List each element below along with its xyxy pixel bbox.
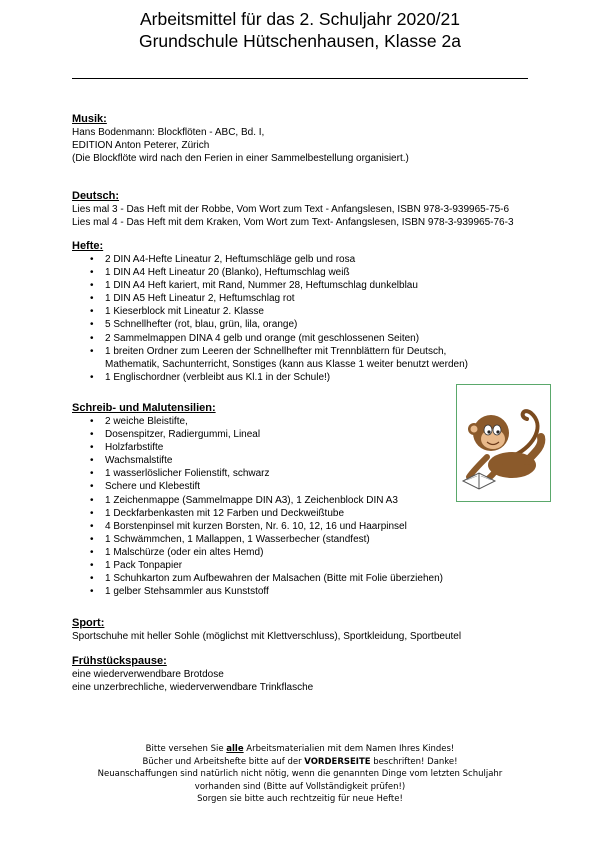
footer-emphasis: alle — [226, 744, 244, 754]
page-title-line2: Grundschule Hütschenhausen, Klasse 2a — [138, 31, 461, 51]
fruehstueck-line: eine wiederverwendbare Brotdose — [72, 669, 224, 680]
list-item: • 1 Schuhkarton zum Aufbewahren der Malsachen (Bitte mit Folie überziehen) — [72, 572, 443, 585]
footer-line: vorhanden sind (Bitte auf Vollständigkeit prüfen!) — [194, 781, 406, 792]
list-item: • 1 Pack Tonpapier — [72, 559, 443, 572]
monkey-illustration-frame — [456, 384, 551, 502]
list-item: • 1 DIN A4 Heft kariert, mit Rand, Nummer 28, Heftumschlag dunkelblau — [72, 279, 446, 292]
list-item: • 2 DIN A4-Hefte Lineatur 2, Heftumschläge gelb und rosa — [72, 253, 446, 266]
musik-line: Hans Bodenmann: Blockflöten - ABC, Bd. I, — [72, 127, 265, 138]
list-item: • 1 Schwämmchen, 1 Mallappen, 1 Wasserbecher (standfest) — [72, 533, 443, 546]
list-item: • Holzfarbstifte — [72, 441, 443, 454]
list-item: • 2 Sammelmappen DINA 4 gelb und orange (mit geschlossenen Seiten) — [72, 332, 446, 345]
footer-text: Bücher und Arbeitshefte bitte auf der — [142, 756, 305, 767]
footer-text: Bitte versehen Sie — [145, 744, 227, 754]
footer-text: beschriften! Danke! — [370, 756, 458, 767]
list-item: • Dosenspitzer, Radiergummi, Lineal — [72, 428, 443, 441]
page-title-line1: Arbeitsmittel für das 2. Schuljahr 2020/21 — [139, 9, 461, 29]
schreib-list — [72, 415, 443, 598]
list-item: • Wachsmalstifte — [72, 454, 443, 467]
list-item: • 1 Zeichenmappe (Sammelmappe DIN A3), 1 Zeichenblock DIN A3 — [72, 494, 443, 507]
footer-line — [0, 743, 600, 756]
list-item: • 1 Englischordner (verbleibt aus Kl.1 in der Schule!) — [72, 371, 330, 384]
section-heading-sport: Sport: — [72, 617, 105, 629]
footer-notes — [0, 743, 600, 806]
deutsch-line: Lies mal 3 - Das Heft mit der Robbe, Vom Wort zum Text - Anfangslesen, ISBN 978-3-939965-75-6 — [72, 204, 510, 215]
list-item: • 1 breiten Ordner zum Leeren der Schnellhefter mit Trennblättern für Deutsch, — [72, 345, 446, 358]
list-item: • 1 Kieserblock mit Lineatur 2. Klasse — [72, 305, 446, 318]
hefte-list — [72, 253, 446, 358]
list-item: • 1 Malschürze (oder ein altes Hemd) — [72, 546, 443, 559]
list-item: • 1 gelber Stehsammler aus Kunststoff — [72, 585, 443, 598]
list-item: • 5 Schnellhefter (rot, blau, grün, lila, orange) — [72, 318, 446, 331]
sport-line: Sportschuhe mit heller Sohle (möglichst mit Klettverschluss), Sportkleidung, Sportbeutel — [72, 631, 462, 642]
list-item: • 1 DIN A4 Heft Lineatur 20 (Blanko), Heftumschlag weiß — [72, 266, 446, 279]
footer-line — [0, 756, 600, 769]
list-item: • 1 DIN A5 Heft Lineatur 2, Heftumschlag rot — [72, 292, 446, 305]
list-item: • 4 Borstenpinsel mit kurzen Borsten, Nr. 6. 10, 12, 16 und Haarpinsel — [72, 520, 443, 533]
deutsch-line: Lies mal 4 - Das Heft mit dem Kraken, Vom Wort zum Text- Anfangslesen, ISBN 978-3-939965-76-3 — [72, 217, 514, 228]
footer-text: Arbeitsmaterialien mit dem Namen Ihres Kindes! — [243, 744, 455, 754]
monkey-reading-book-icon — [457, 385, 549, 500]
list-item-continuation: Mathematik, Sachunterricht, Sonstiges (kann aus Klasse 1 weiter benutzt werden) — [105, 359, 468, 370]
list-item: • 1 Deckfarbenkasten mit 12 Farben und Deckweißtube — [72, 507, 443, 520]
list-item: • 1 wasserlöslicher Folienstift, schwarz — [72, 467, 443, 480]
section-heading-schreib: Schreib- und Malutensilien: — [72, 402, 216, 414]
footer-line: Neuanschaffungen sind natürlich nicht nötig, wenn die genannten Dinge vom letzten Schuljahr — [97, 769, 503, 780]
musik-line: (Die Blockflöte wird nach den Ferien in einer Sammelbestellung organisiert.) — [72, 153, 409, 164]
section-heading-hefte: Hefte: — [72, 240, 104, 252]
section-heading-fruehstueck: Frühstückspause: — [72, 655, 167, 667]
musik-line: EDITION Anton Peterer, Zürich — [72, 140, 210, 151]
list-item: • Schere und Klebestift — [72, 480, 443, 493]
fruehstueck-line: eine unzerbrechliche, wiederverwendbare Trinkflasche — [72, 682, 314, 693]
section-heading-musik: Musik: — [72, 113, 107, 125]
hefte-list-end — [72, 371, 330, 384]
footer-emphasis: VORDERSEITE — [304, 756, 371, 767]
section-heading-deutsch: Deutsch: — [72, 190, 120, 202]
list-item: • 2 weiche Bleistifte, — [72, 415, 443, 428]
footer-line: Sorgen sie bitte auch rechtzeitig für neue Hefte! — [197, 794, 403, 805]
title-divider — [72, 78, 528, 79]
